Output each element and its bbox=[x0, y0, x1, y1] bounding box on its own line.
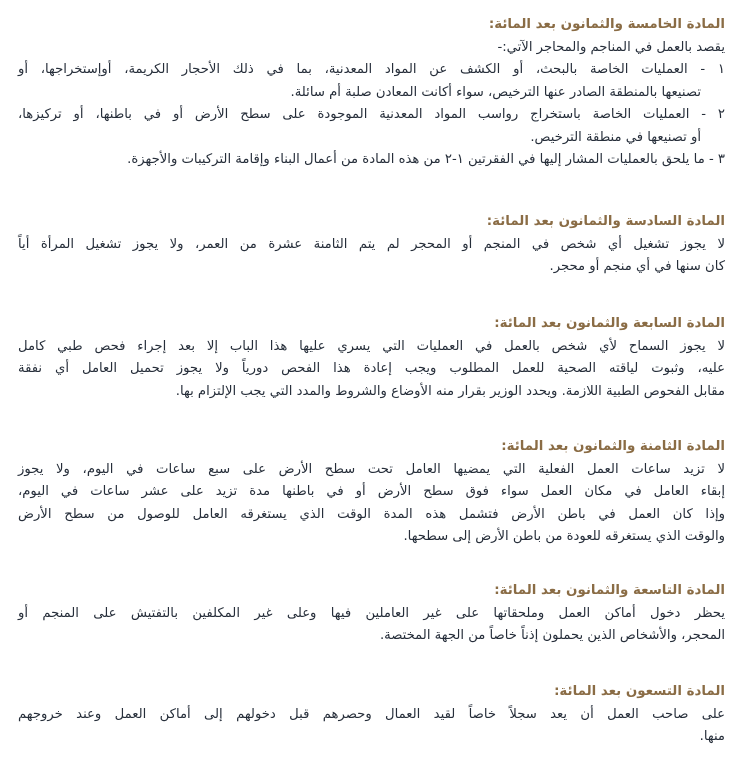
article-190 bbox=[18, 681, 725, 749]
article-187 bbox=[18, 313, 725, 403]
list-item-line: ١ - العمليات الخاصة بالبحث، أو الكشف عن المواد المعدنية، بما في ذلك الأحجار الكريمة، أوإستخراجها، أو bbox=[18, 62, 725, 77]
article-189 bbox=[18, 580, 725, 648]
article-text-line: إبقاء العامل في مكان العمل سواء فوق سطح الأرض أو في باطنها مدة تزيد على عشر ساعات في اليوم، bbox=[18, 484, 725, 499]
article-heading: المادة التسعون بعد المائة: bbox=[554, 684, 725, 699]
article-heading: المادة السادسة والثمانون بعد المائة: bbox=[486, 214, 725, 229]
list-item bbox=[18, 104, 725, 149]
article-text-line: لا يجوز السماح لأي شخص بالعمل في العمليات التي يسري عليها هذا الباب إلا بعد إجراء فحص طبي كامل bbox=[18, 338, 725, 354]
article-heading: المادة السابعة والثمانون بعد المائة: bbox=[494, 316, 725, 331]
list-item bbox=[18, 59, 725, 104]
article-188 bbox=[18, 436, 725, 549]
article-text-line: وإذا كان العمل في باطن الأرض فتشمل هذه المدة الوقت الذي يستغرقه العامل للوصول من سطح الأرض bbox=[18, 506, 725, 522]
list-item-line: أو تصنيعها في منطقة الترخيص. bbox=[530, 129, 701, 145]
article-text-line: يحظر دخول أماكن العمل وملحقاتها على غير العاملين فيها وعلى غير المكلفين بالتفتيش على المنجم أو bbox=[18, 605, 725, 621]
article-heading: المادة الخامسة والثمانون بعد المائة: bbox=[488, 17, 725, 32]
article-text-line: كان سنها في أي منجم أو محجر. bbox=[549, 259, 725, 274]
list-item bbox=[18, 149, 725, 172]
article-intro: يقصد بالعمل في المناجم والمحاجر الآتي:- bbox=[497, 39, 725, 55]
article-text-line: منها. bbox=[699, 729, 725, 744]
article-186 bbox=[18, 211, 725, 279]
article-heading: المادة التاسعة والثمانون بعد المائة: bbox=[494, 583, 725, 598]
list-item-line: ٣ - ما يلحق بالعمليات المشار إليها في الفقرتين ١-٢ من هذه المادة من أعمال البناء وإقامة التركيبات والأجهزة. bbox=[127, 152, 725, 167]
article-text-line: المحجر، والأشخاص الذين يحملون إذناً خاصاً من الجهة المختصة. bbox=[379, 628, 725, 643]
article-text-line: لا يجوز تشغيل أي شخص في المنجم أو المحجر لم يتم الثامنة عشرة من العمر، ولا يجوز تشغيل المرأة أياً bbox=[18, 236, 725, 252]
article-text-line: على صاحب العمل أن يعد سجلاً خاصاً لقيد العمال وحصرهم قبل دخولهم إلى أماكن العمل وعند خروجهم bbox=[18, 706, 725, 722]
article-heading: المادة الثامنة والثمانون بعد المائة: bbox=[501, 439, 725, 454]
article-text-line: مقابل الفحوص الطبية اللازمة. ويحدد الوزير بقرار منه الأوضاع والشروط والمدد التي يجب الإلتزام بها. bbox=[175, 383, 725, 399]
article-185 bbox=[18, 14, 725, 172]
list-item-line: تصنيعها بالمنطقة الصادر عنها الترخيص، سواء أكانت المعادن صلبة أم سائلة. bbox=[290, 84, 701, 100]
article-text-line: لا تزيد ساعات العمل الفعلية التي يمضيها العامل تحت سطح الأرض على سبع ساعات في اليوم، ولا يجوز bbox=[18, 461, 725, 477]
article-text-line: عليه، وثبوت لياقته الصحية للعمل المطلوب ويجب إعادة هذا الفحص دورياً ولا يجوز تحميل العامل أي نفقة bbox=[18, 361, 725, 376]
article-text-line: والوقت الذي يستغرقه للعودة من باطن الأرض إلى سطحها. bbox=[403, 529, 725, 544]
list-item-line: ٢ - العمليات الخاصة باستخراج رواسب المواد المعدنية الموجودة على سطح الأرض أو في باطنها، أو تركيزها، bbox=[18, 107, 725, 122]
